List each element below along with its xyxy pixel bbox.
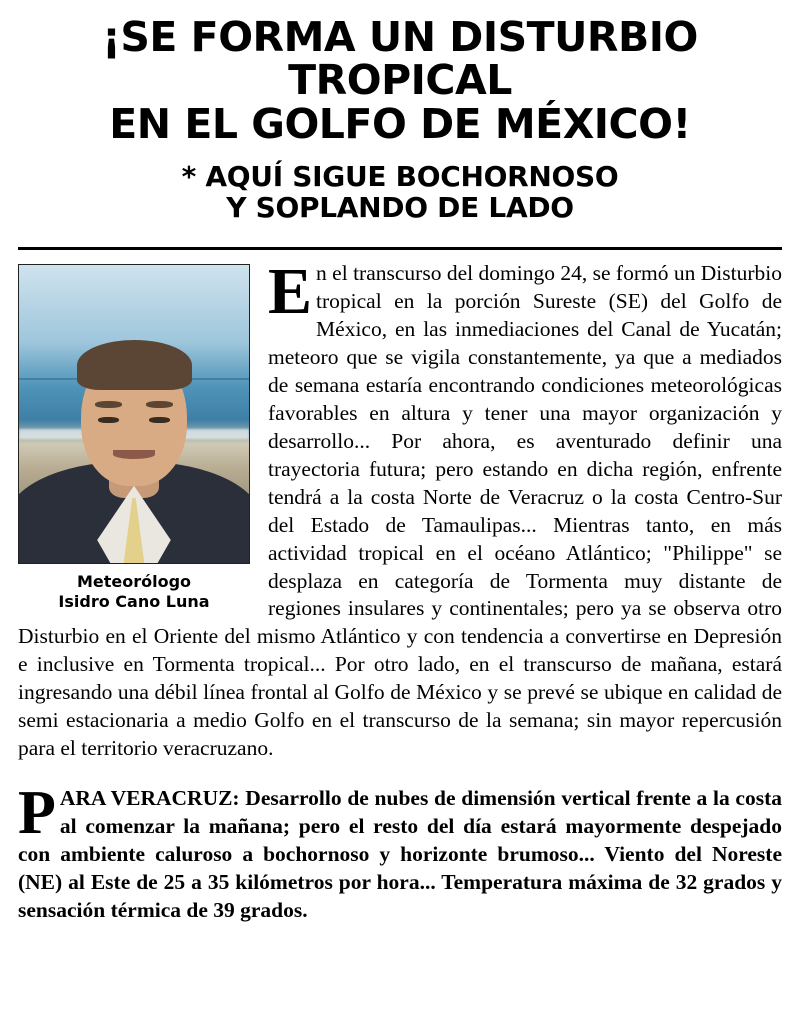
dropcap-p: P — [18, 779, 56, 848]
author-role: Meteorólogo — [76, 572, 192, 592]
dropcap-e: E — [268, 255, 313, 329]
photo-eyebrow-left — [95, 401, 123, 408]
article-paragraph-1-text: n el transcurso del domingo 24, se formó un Disturbio tropical en la porción Sureste (SE) del Golfo de México, en las inmediaciones del Canal de Yucatán; meteoro que se vigila constantemente, ya que a mediados de semana estaría encontrando condiciones meteorológicas favorables en altura y tener una mayor organización y desarrollo... Por ahora, es aventurado definir una trayectoria futura; pero estando en dicha región, enfrente tendrá a la costa Norte de Veracruz o la costa Centro-Sur del Estado de Tamaulipas... Mientras tanto, en más actividad tropical en el océano Atlántico; "Philippe" se desplaza en categoría de Tormenta muy distante de regiones insulares y continentales; pero ya se observa otro Disturbio en el Oriente del mismo Atlántico y con tendencia a convertirse en Depresión e inclusive en Tormenta tropical... Por otro lado, en el transcurso de mañana, estará ingresando una débil línea frontal al Golfo de México y se prevé se ubique en calidad de semi estacionaria a medio Golfo en el transcurso de la semana; sin mayor repercusión para el territorio veracruzano. — [18, 261, 782, 761]
photo-mouth — [113, 450, 154, 459]
article-paragraph-2-text: ARA VERACRUZ: Desarrollo de nubes de dimensión vertical frente a la costa al comenzar la mañana; pero el resto del día estará mayormente despejado con ambiente caluroso a bochornoso y horizonte brumoso... Viento del Noreste (NE) al Este de 25 a 35 kilómetros por hora... Temperatura máxima de 32 grados y sensación térmica de 39 grados. — [18, 786, 782, 922]
author-caption — [18, 572, 250, 612]
photo-eye-left — [98, 417, 119, 424]
headline-line-2: EN EL GOLFO DE MÉXICO! — [109, 99, 691, 148]
author-figure — [18, 264, 250, 612]
article-paragraph-2 — [18, 779, 782, 925]
photo-eye-right — [149, 417, 170, 424]
subheadline-line-2: Y SOPLANDO DE LADO — [226, 191, 574, 225]
page-title — [18, 13, 782, 148]
article-body — [18, 255, 782, 925]
author-name: Isidro Cano Luna — [58, 592, 210, 612]
subheadline-line-1: * AQUÍ SIGUE BOCHORNOSO — [181, 160, 619, 194]
photo-eyebrow-right — [146, 401, 174, 408]
headline-line-1: ¡SE FORMA UN DISTURBIO TROPICAL — [102, 13, 698, 105]
divider — [18, 247, 782, 250]
author-photo — [18, 264, 250, 564]
subheadline — [18, 162, 782, 224]
photo-hair — [77, 340, 192, 391]
